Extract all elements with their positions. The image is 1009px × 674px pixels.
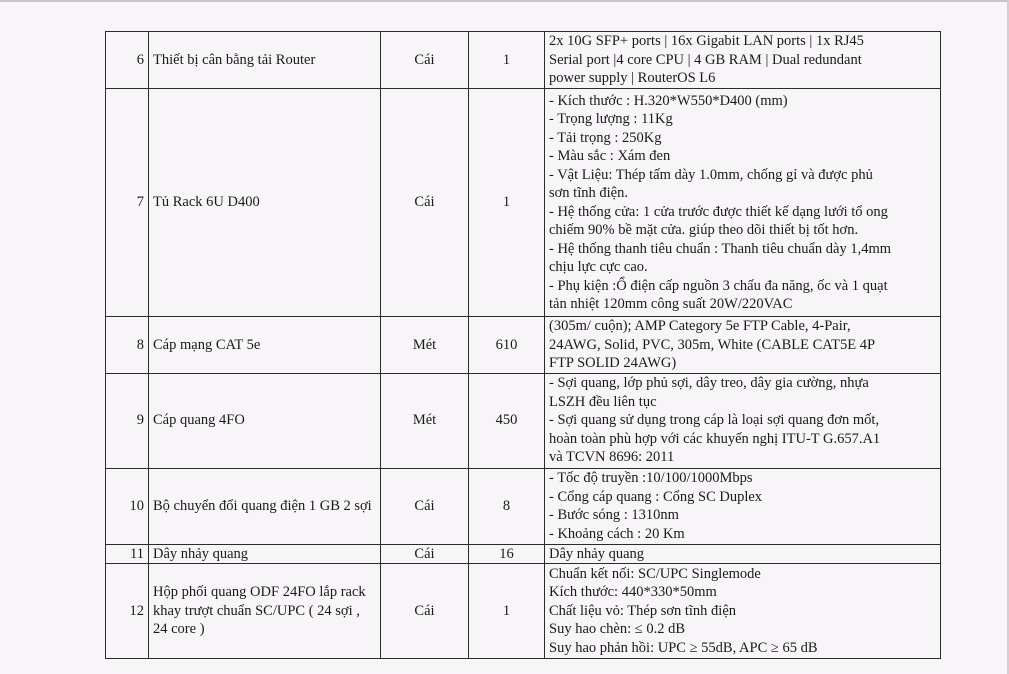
description-line: LSZH đều liên tục xyxy=(549,393,657,410)
description-line: - Khoảng cách : 20 Km xyxy=(549,525,685,542)
unit-cell: Cái xyxy=(381,32,469,89)
description-line: Chuẩn kết nối: SC/UPC Singlemode xyxy=(549,565,761,582)
table-row xyxy=(106,32,941,89)
description-line: chiếm 90% bề mặt cửa. giúp theo dõi thiết bị tốt hơn. xyxy=(549,222,859,238)
description-line: Suy hao phản hồi: UPC ≥ 55dB, APC ≥ 65 dB xyxy=(549,639,818,656)
row-number-cell: 7 xyxy=(106,89,149,317)
item-name-cell: Dây nhảy quang xyxy=(149,544,381,564)
description-line: tản nhiệt 120mm công suất 20W/220VAC xyxy=(549,296,793,312)
spec-table-body xyxy=(106,32,941,659)
description-line: Serial port |4 core CPU | 4 GB RAM | Dual redundant xyxy=(549,51,862,68)
page-top-edge xyxy=(0,0,1009,2)
description-line: 2x 10G SFP+ ports | 16x Gigabit LAN ports | 1x RJ45 xyxy=(549,33,864,50)
table-row xyxy=(106,544,941,564)
row-number-cell: 9 xyxy=(106,373,149,468)
table-row xyxy=(106,564,941,659)
table-row xyxy=(106,373,941,468)
description-line: - Vật Liệu: Thép tấm dày 1.0mm, chống gỉ và được phủ xyxy=(549,166,873,183)
description-cell xyxy=(545,32,941,89)
quantity-cell: 16 xyxy=(469,544,545,564)
description-cell xyxy=(545,373,941,468)
unit-cell: Cái xyxy=(381,564,469,659)
quantity-cell: 1 xyxy=(469,89,545,317)
description-line: - Sợi quang sử dụng trong cáp là loại sợi quang đơn mốt, xyxy=(549,412,880,429)
description-cell xyxy=(545,89,941,317)
description-line: 24AWG, Solid, PVC, 305m, White (CABLE CAT5E 4P xyxy=(549,336,876,353)
row-number-cell: 12 xyxy=(106,564,149,659)
item-name-cell: Tủ Rack 6U D400 xyxy=(149,89,381,317)
item-name-cell: Hộp phối quang ODF 24FO lắp rack khay trượt chuẩn SC/UPC ( 24 sợi , 24 core ) xyxy=(149,564,381,659)
description-line: Dây nhảy quang xyxy=(549,545,645,562)
description-line: - Phụ kiện :Ổ điện cấp nguồn 3 chấu đa năng, ốc và 1 quạt xyxy=(549,277,888,294)
table-row xyxy=(106,317,941,374)
description-line: FTP SOLID 24AWG) xyxy=(549,355,677,371)
quantity-cell: 8 xyxy=(469,468,545,544)
description-line: - Cổng cáp quang : Cổng SC Duplex xyxy=(549,488,763,505)
description-cell xyxy=(545,317,941,374)
item-name-cell: Thiết bị cân bằng tải Router xyxy=(149,32,381,89)
description-line: - Hệ thống thanh tiêu chuẩn : Thanh tiêu chuẩn dày 1,4mm xyxy=(549,240,892,257)
quantity-cell: 450 xyxy=(469,373,545,468)
unit-cell: Cái xyxy=(381,89,469,317)
unit-cell: Mét xyxy=(381,373,469,468)
unit-cell: Cái xyxy=(381,544,469,564)
description-cell xyxy=(545,544,941,564)
description-line: và TCVN 8696: 2011 xyxy=(549,449,675,466)
table-row xyxy=(106,89,941,317)
unit-cell: Mét xyxy=(381,317,469,374)
description-line: power supply | RouterOS L6 xyxy=(549,70,716,87)
description-line: Chất liệu vỏ: Thép sơn tĩnh điện xyxy=(549,602,737,619)
description-line: hoàn toàn phù hợp với các khuyến nghị ITU-T G.657.A1 xyxy=(549,430,881,447)
description-line: - Bước sóng : 1310nm xyxy=(549,507,679,523)
quantity-cell: 610 xyxy=(469,317,545,374)
description-cell xyxy=(545,468,941,544)
description-line: Kích thước: 440*330*50mm xyxy=(549,584,717,601)
description-line: - Tải trọng : 250Kg xyxy=(549,129,662,146)
description-line: - Kích thước : H.320*W550*D400 (mm) xyxy=(549,92,788,109)
equipment-spec-table xyxy=(105,31,941,659)
row-number-cell: 8 xyxy=(106,317,149,374)
description-line: - Trọng lượng : 11Kg xyxy=(549,111,673,127)
description-line: sơn tĩnh điện. xyxy=(549,185,628,201)
description-line: - Sợi quang, lớp phủ sợi, dây treo, dây gia cường, nhựa xyxy=(549,375,869,392)
table-row xyxy=(106,468,941,544)
description-line: - Hệ thống cửa: 1 cửa trước được thiết kế dạng lưới tổ ong xyxy=(549,203,888,220)
row-number-cell: 10 xyxy=(106,468,149,544)
description-cell xyxy=(545,564,941,659)
unit-cell: Cái xyxy=(381,468,469,544)
row-number-cell: 11 xyxy=(106,544,149,564)
item-name-cell: Cáp quang 4FO xyxy=(149,373,381,468)
description-line: - Màu sắc : Xám đen xyxy=(549,148,671,164)
description-line: - Tốc độ truyền :10/100/1000Mbps xyxy=(549,470,753,486)
description-line: Suy hao chèn: ≤ 0.2 dB xyxy=(549,621,686,638)
quantity-cell: 1 xyxy=(469,564,545,659)
row-number-cell: 6 xyxy=(106,32,149,89)
description-line: (305m/ cuộn); AMP Category 5e FTP Cable, 4-Pair, xyxy=(549,318,851,334)
item-name-cell: Bộ chuyển đổi quang điện 1 GB 2 sợi xyxy=(149,468,381,544)
quantity-cell: 1 xyxy=(469,32,545,89)
item-name-cell: Cáp mạng CAT 5e xyxy=(149,317,381,374)
description-line: chịu lực cực cao. xyxy=(549,259,648,275)
